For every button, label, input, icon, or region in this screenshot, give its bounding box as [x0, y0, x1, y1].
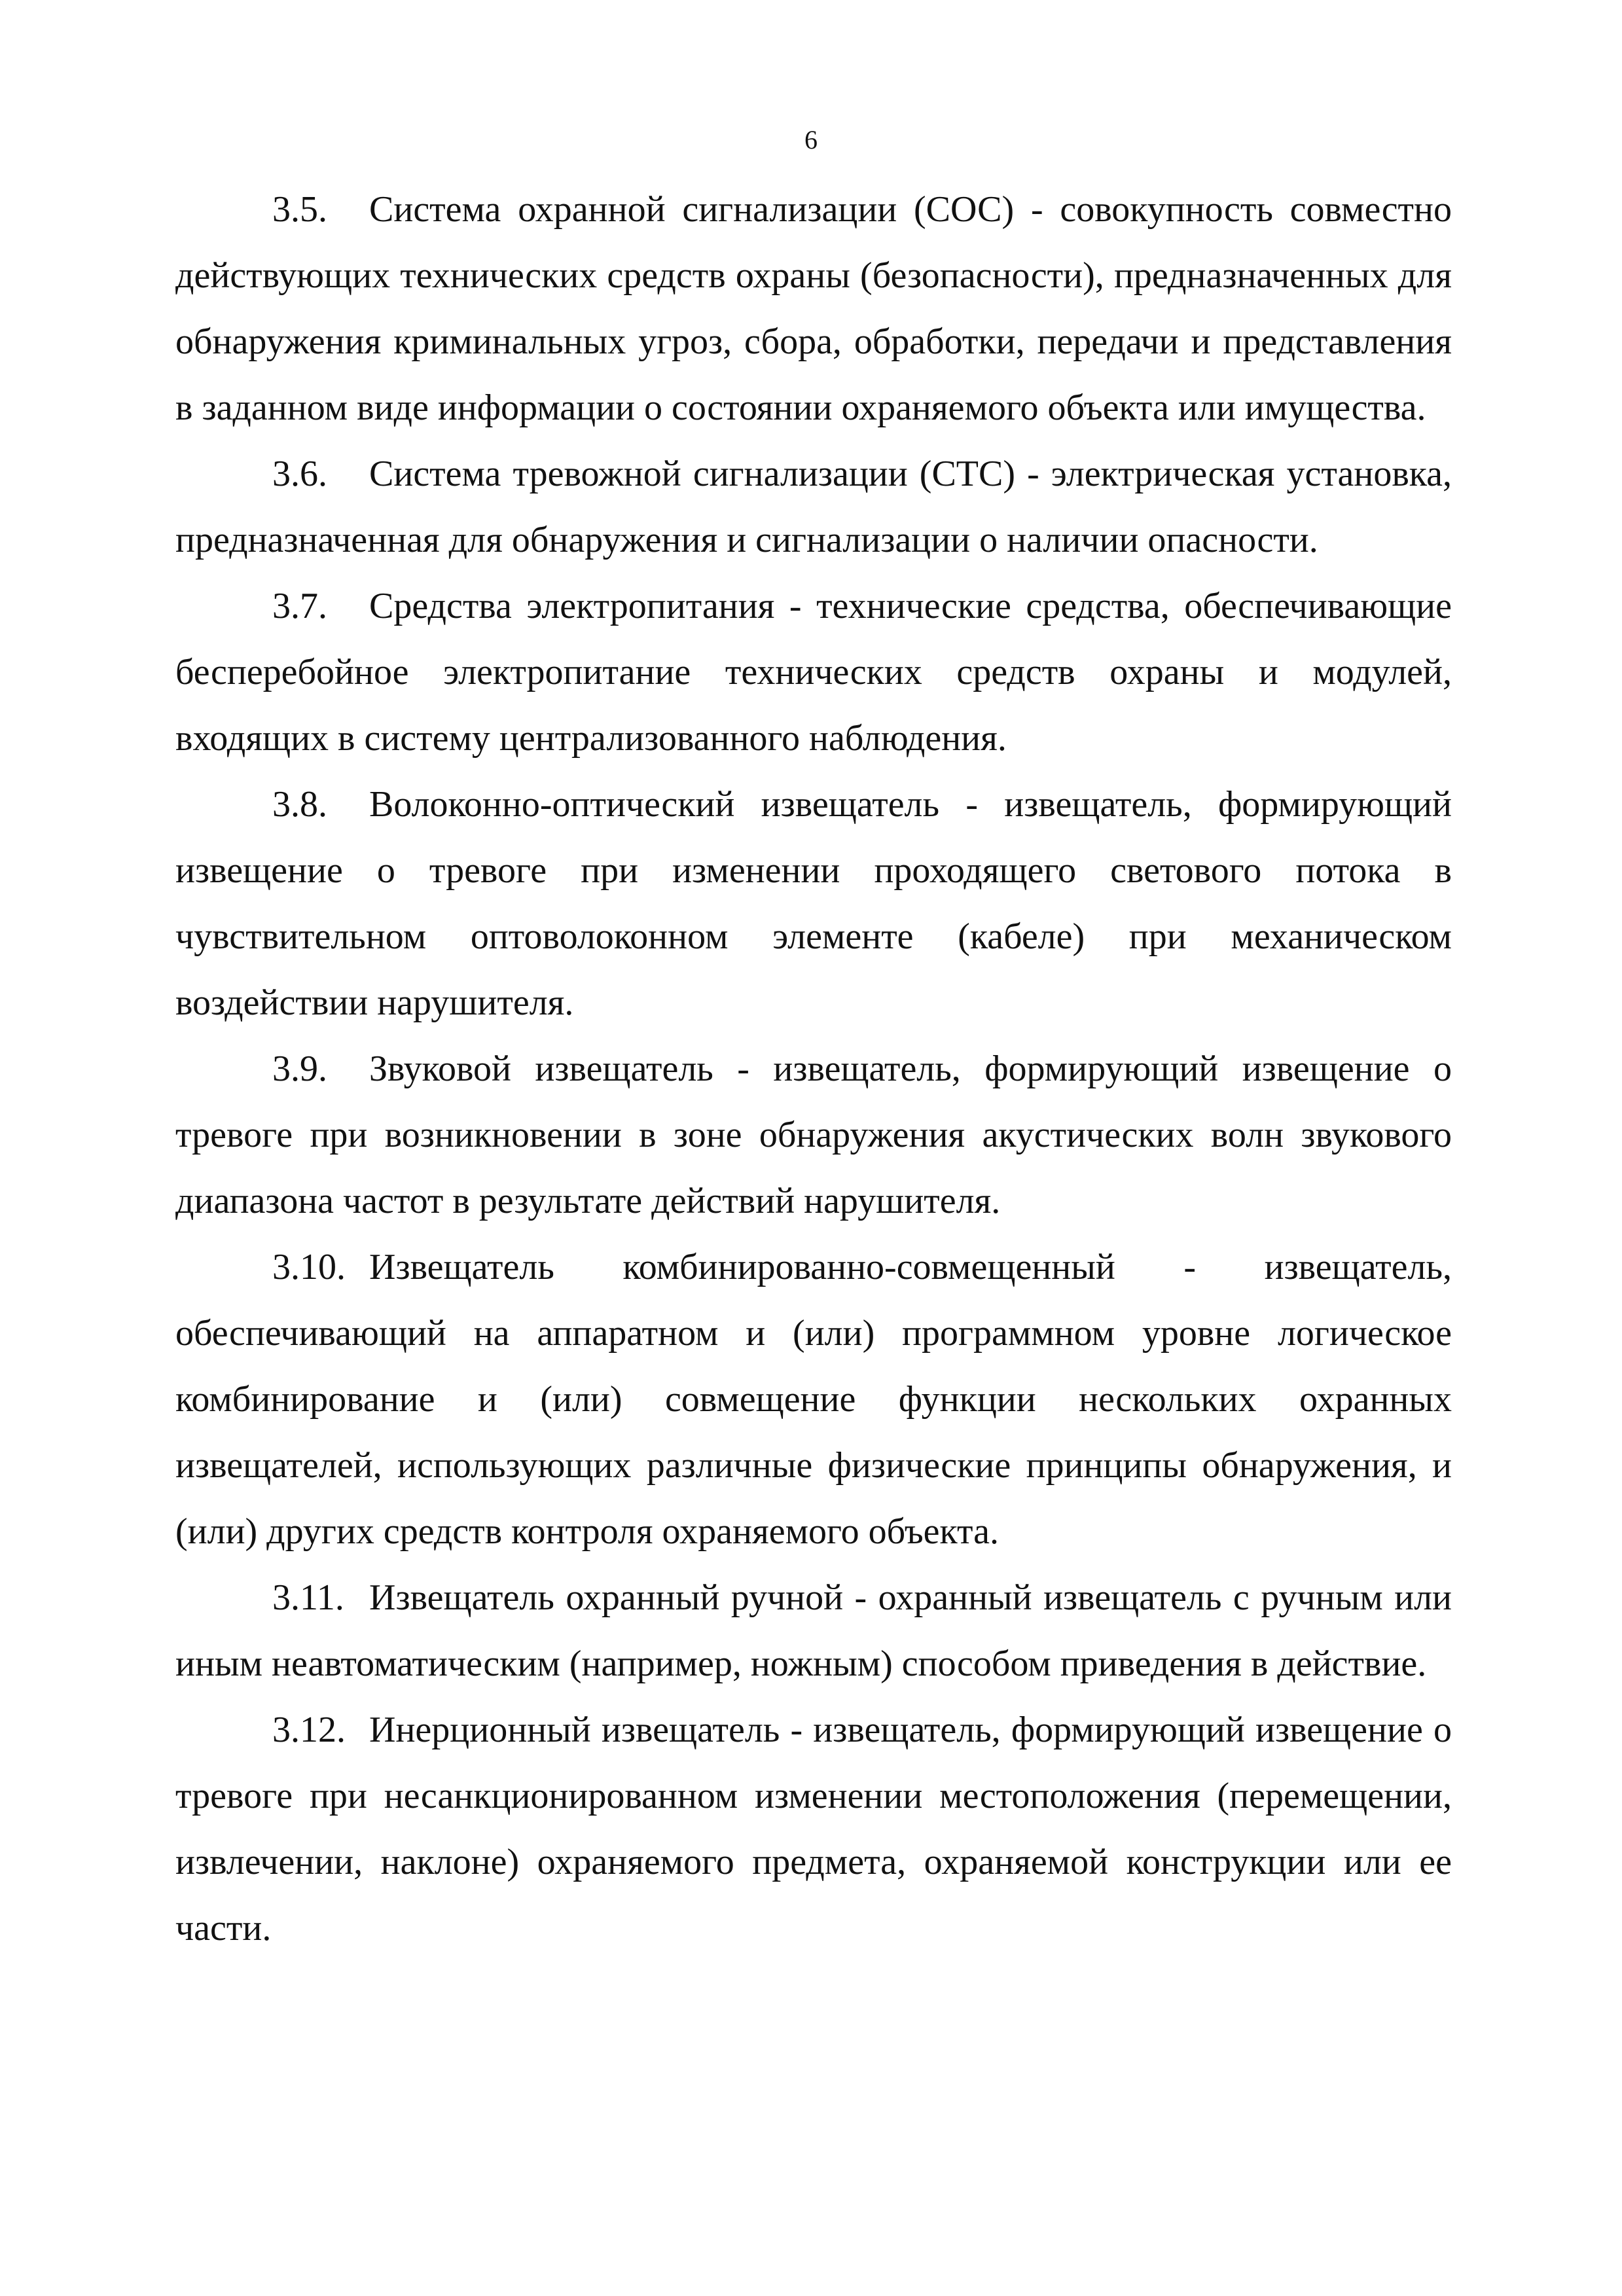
paragraph-number: 3.7. — [272, 586, 327, 626]
paragraph-number: 3.8. — [272, 784, 327, 825]
page-number: 6 — [804, 125, 818, 154]
paragraph-text: Звуковой извещатель - извещатель, формирующий извещение о тревоге при возникновении в зоне обнаружения акустических волн звукового диапазона частот в результате действий нарушителя. — [175, 1049, 1452, 1221]
paragraph-number: 3.11. — [272, 1577, 344, 1618]
paragraph-3-11 — [175, 1565, 1452, 1697]
paragraph-3-10 — [175, 1234, 1452, 1565]
paragraph-3-12 — [175, 1697, 1452, 1962]
paragraph-text: Система охранной сигнализации (СОС) - совокупность совместно действующих технических средств охраны (безопасности), предназначенных для обнаружения криминальных угроз, сбора, обработки, передачи и представления в заданном виде информации о состоянии охраняемого объекта или имущества. — [175, 189, 1452, 428]
paragraph-text: Волоконно-оптический извещатель - извещатель, формирующий извещение о тревоге при изменении проходящего светового потока в чувствительном оптоволоконном элементе (кабеле) при механическом воздействии нарушителя. — [175, 784, 1452, 1023]
paragraph-text: Извещатель охранный ручной - охранный извещатель с ручным или иным неавтоматическим (например, ножным) способом приведения в действие. — [175, 1577, 1452, 1684]
paragraph-text: Инерционный извещатель - извещатель, формирующий извещение о тревоге при несанкционированном изменении местоположения (перемещении, извлечении, наклоне) охраняемого предмета, охраняемой конструкции или ее части. — [175, 1710, 1452, 1948]
document-body — [175, 177, 1452, 1962]
paragraph-text: Средства электропитания - технические средства, обеспечивающие бесперебойное электропитание технических средств охраны и модулей, входящих в систему централизованного наблюдения. — [175, 586, 1452, 759]
paragraph-number: 3.10. — [272, 1247, 346, 1287]
paragraph-text: Извещатель комбинированно-совмещенный - извещатель, обеспечивающий на аппаратном и (или) программном уровне логическое комбинирование и (или) совмещение функции нескольких охранных извещателей, использующих различные физические принципы обнаружения, и (или) других средств контроля охраняемого объекта. — [175, 1247, 1452, 1552]
paragraph-3-5 — [175, 177, 1452, 441]
paragraph-3-8 — [175, 772, 1452, 1036]
paragraph-number: 3.12. — [272, 1710, 346, 1750]
paragraph-number: 3.9. — [272, 1049, 327, 1089]
paragraph-3-6 — [175, 441, 1452, 573]
paragraph-3-7 — [175, 573, 1452, 772]
paragraph-3-9 — [175, 1036, 1452, 1234]
paragraph-number: 3.6. — [272, 454, 327, 494]
paragraph-number: 3.5. — [272, 189, 327, 230]
paragraph-text: Система тревожной сигнализации (СТС) - электрическая установка, предназначенная для обнаружения и сигнализации о наличии опасности. — [175, 454, 1452, 560]
